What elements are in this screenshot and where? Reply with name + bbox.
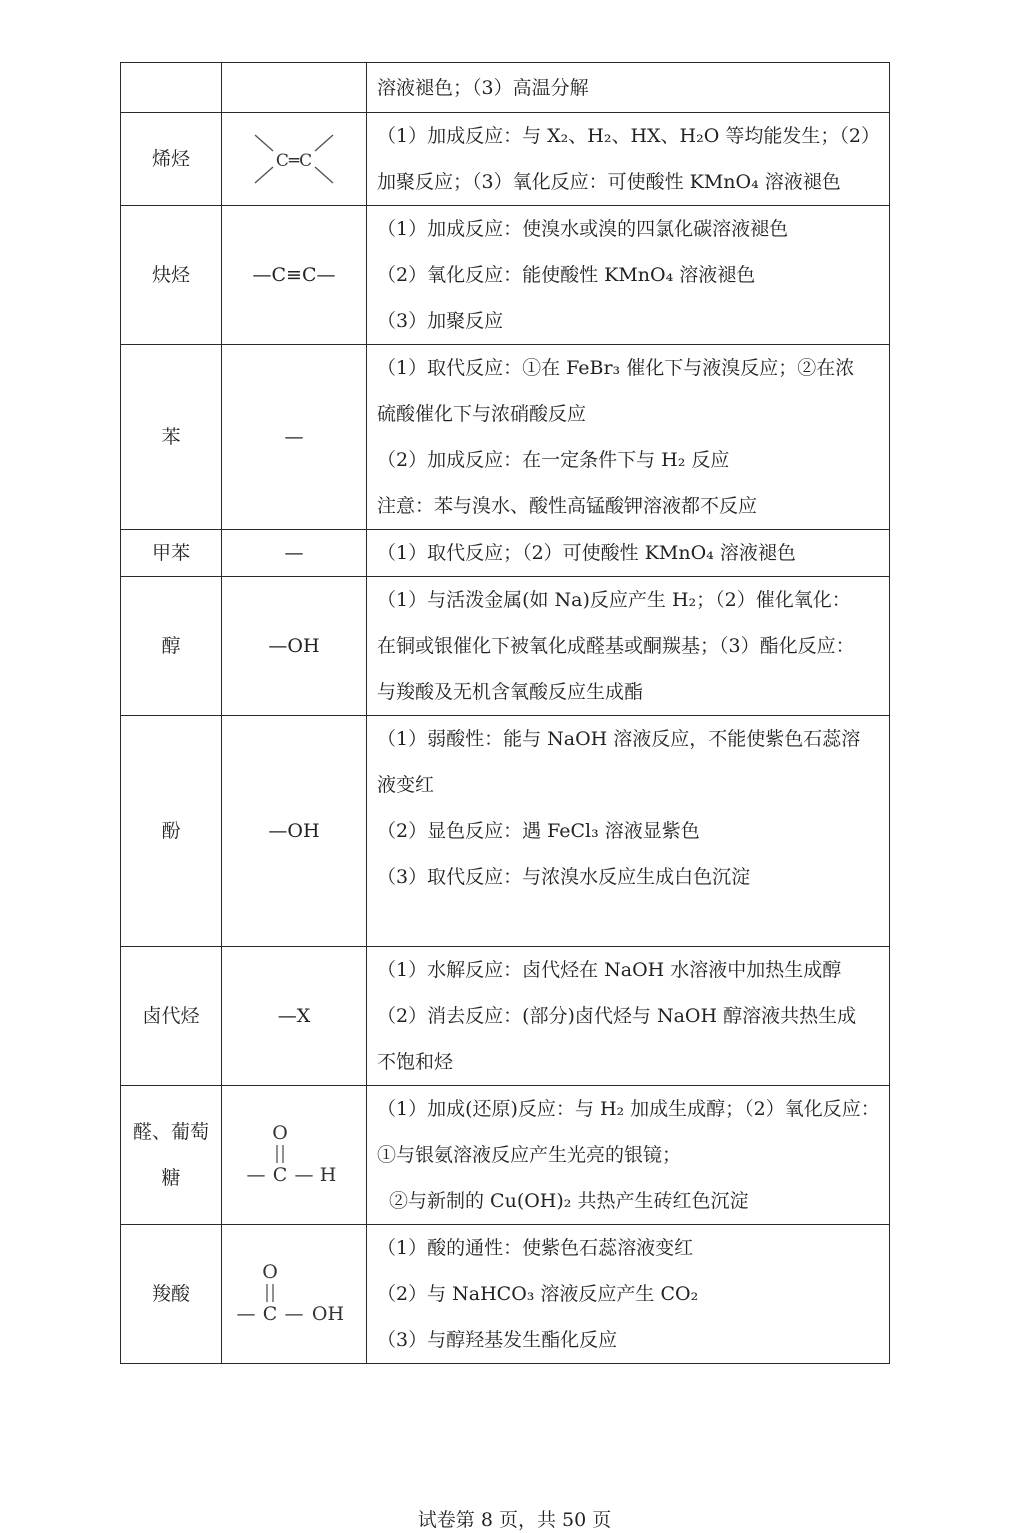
table-row-benzene	[121, 345, 890, 530]
structure-cell: —OH	[222, 716, 367, 947]
reaction-line: （3）与醇羟基发生酯化反应	[377, 1329, 618, 1351]
table-row-continued	[121, 63, 890, 113]
reaction-cell	[367, 716, 890, 947]
table-row-alkene	[121, 113, 890, 206]
reaction-cell	[367, 345, 890, 530]
reaction-line: （2）与 NaHCO₃ 溶液反应产生 CO₂	[377, 1283, 699, 1305]
reaction-line: 溶液褪色；（3）高温分解	[377, 76, 589, 99]
structure-cell	[222, 1225, 367, 1364]
reaction-line: 硫酸催化下与浓硝酸反应	[377, 403, 587, 425]
reaction-cell	[367, 1086, 890, 1225]
reaction-line: （1）加成反应：使溴水或溴的四氯化碳溶液褪色	[377, 218, 789, 240]
structure-cell: —C≡C—	[222, 206, 367, 345]
reaction-line: （2）氧化反应：能使酸性 KMnO₄ 溶液褪色	[377, 264, 756, 286]
structure-cell	[222, 1086, 367, 1225]
reaction-line: （1）弱酸性：能与 NaOH 溶液反应，不能使紫色石蕊溶	[377, 728, 861, 750]
carbonyl-oxygen: O	[272, 1122, 288, 1144]
structure-cell: —OH	[222, 577, 367, 716]
class-name-cell: 炔烃	[121, 206, 222, 345]
class-name-cell: 羧酸	[121, 1225, 222, 1364]
structure-cell: —X	[222, 947, 367, 1086]
carbonyl-oxygen: O	[262, 1261, 278, 1283]
alkene-structure	[249, 129, 339, 189]
reaction-line: （3）取代反应：与浓溴水反应生成白色沉淀	[377, 866, 751, 888]
carbon-atom: C	[272, 1164, 288, 1186]
table-row-alkyne	[121, 206, 890, 345]
reaction-line: 不饱和烃	[377, 1051, 454, 1073]
reaction-line: 加聚反应；（3）氧化反应：可使酸性 KMnO₄ 溶液褪色	[377, 171, 841, 193]
structure-cell	[222, 113, 367, 206]
reaction-line: （1）与活泼金属(如 Na)反应产生 H₂；（2）催化氧化：	[377, 589, 851, 611]
table-row-phenol	[121, 716, 890, 947]
reaction-line	[367, 900, 889, 946]
reaction-cell	[367, 206, 890, 345]
carboxyl-structure	[234, 1258, 354, 1330]
left-bond: —	[246, 1164, 266, 1186]
reaction-line: （2）显色反应：遇 FeCl₃ 溶液显紫色	[377, 820, 700, 842]
structure-cell: —	[222, 530, 367, 577]
reaction-cell	[367, 113, 890, 206]
table-row-carboxylic-acid	[121, 1225, 890, 1364]
class-name-cell	[121, 63, 222, 113]
class-name-cell: 酚	[121, 716, 222, 947]
reaction-cell	[367, 947, 890, 1086]
reaction-line: 在铜或银催化下被氧化成醛基或酮羰基；（3）酯化反应：	[377, 635, 855, 657]
table-row-toluene	[121, 530, 890, 577]
hydrogen-atom: H	[319, 1164, 337, 1186]
reaction-line: （1）取代反应：①在 FeBr₃ 催化下与液溴反应；②在浓	[377, 357, 855, 379]
reaction-line: ②与新制的 Cu(OH)₂ 共热产生砖红色沉淀	[389, 1190, 749, 1212]
reaction-line: （1）酸的通性：使紫色石蕊溶液变红	[377, 1237, 694, 1259]
structure-cell	[222, 63, 367, 113]
reaction-cell	[367, 577, 890, 716]
table-row-haloalkane	[121, 947, 890, 1086]
reaction-line: （2）加成反应：在一定条件下与 H₂ 反应	[377, 449, 730, 471]
class-name-cell: 苯	[121, 345, 222, 530]
reaction-line: （3）加聚反应	[377, 310, 504, 332]
carbon-atom: C	[262, 1303, 278, 1325]
reaction-cell	[367, 63, 890, 113]
reaction-line: （1）水解反应：卤代烃在 NaOH 水溶液中加热生成醇	[377, 959, 842, 981]
reaction-line: （1）加成反应：与 X₂、H₂、HX、H₂O 等均能发生；（2）	[377, 125, 880, 147]
hydroxyl-group: OH	[311, 1303, 345, 1325]
right-bond: —	[294, 1164, 314, 1186]
reaction-line: 与羧酸及无机含氧酸反应生成酯	[377, 681, 644, 703]
reaction-line: （1）加成(还原)反应：与 H₂ 加成生成醇；（2）氧化反应：	[377, 1098, 880, 1120]
class-name-cell: 甲苯	[121, 530, 222, 577]
reaction-line: ①与银氨溶液反应产生光亮的银镜；	[377, 1144, 682, 1166]
reaction-line: （2）消去反应：(部分)卤代烃与 NaOH 醇溶液共热生成	[377, 1005, 857, 1027]
reaction-line: 液变红	[377, 774, 435, 796]
table-row-aldehyde	[121, 1086, 890, 1225]
reaction-cell	[367, 530, 890, 577]
class-name-line: 醛、葡萄	[132, 1121, 209, 1143]
reaction-table	[120, 62, 890, 1364]
class-name-cell: 卤代烃	[121, 947, 222, 1086]
class-name-cell	[121, 1086, 222, 1225]
class-name-line: 糖	[161, 1167, 181, 1189]
reaction-cell	[367, 1225, 890, 1364]
reaction-line: （1）取代反应；（2）可使酸性 KMnO₄ 溶液褪色	[377, 542, 796, 564]
class-name-cell: 烯烃	[121, 113, 222, 206]
page-footer: 试卷第 8 页，共 50 页	[417, 1509, 612, 1531]
table-row-alcohol	[121, 577, 890, 716]
left-bond: —	[236, 1303, 256, 1325]
alkene-atoms: C═C	[275, 151, 313, 171]
class-name-cell: 醇	[121, 577, 222, 716]
reaction-line: 注意：苯与溴水、酸性高锰酸钾溶液都不反应	[377, 495, 758, 517]
aldehyde-structure	[244, 1119, 344, 1191]
structure-cell: —	[222, 345, 367, 530]
right-bond: —	[284, 1303, 304, 1325]
